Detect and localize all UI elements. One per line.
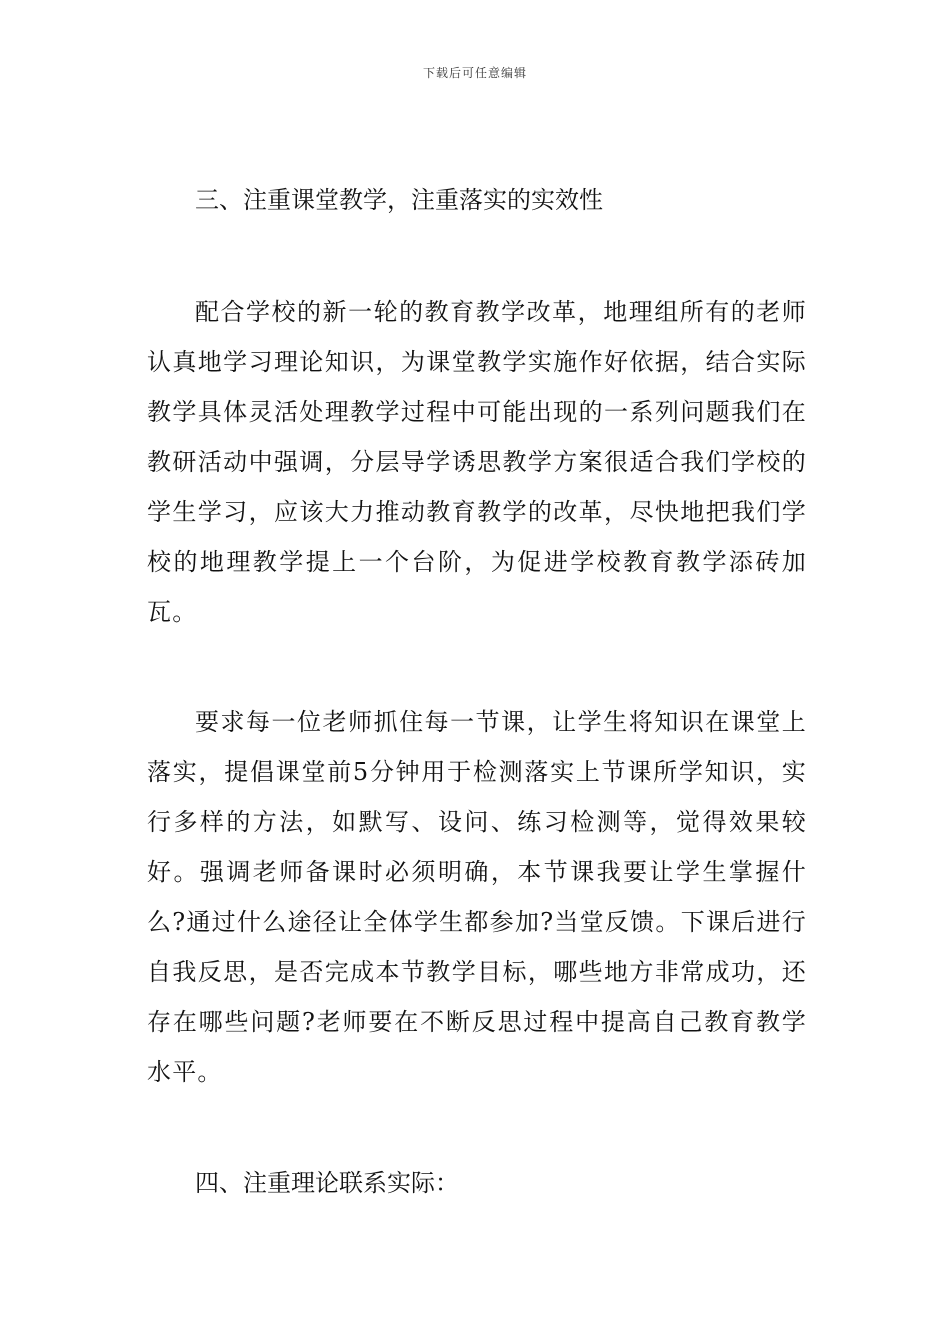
header-note: 下载后可任意编辑 — [422, 66, 527, 80]
section-heading-3: 三、注重课堂教学，注重落实的实效性 — [195, 186, 603, 214]
spacer — [147, 637, 807, 697]
paragraph-reform: 配合学校的新一轮的教育教学改革，地理组所有的老师认真地学习理论知识，为课堂教学实施作好依据，结合实际教学具体灵活处理教学过程中可能出现的一系列问题我们在教研活动中强调，分层导学诱思教学方案很适合我们学校的学生学习，应该大力推动教育教学的改革，尽快地把我们学校的地理教学提上一个台阶，为促进学校教育教学添砖加瓦。 — [147, 298, 807, 626]
document-body — [147, 175, 807, 1208]
spacer — [147, 225, 807, 287]
paragraph-classroom: 要求每一位老师抓住每一节课，让学生将知识在课堂上落实，提倡课堂前5分钟用于检测落实上节课所学知识，实行多样的方法，如默写、设问、练习检测等，觉得效果较好。强调老师备课时必须明确，本节课我要让学生掌握什么?通过什么途径让全体学生都参加?当堂反馈。下课后进行自我反思，是否完成本节教学目标，哪些地方非常成功，还存在哪些问题?老师要在不断反思过程中提高自己教育教学水平。 — [147, 708, 807, 1086]
spacer — [147, 1097, 807, 1158]
section-heading-4: 四、注重理论联系实际： — [195, 1169, 459, 1197]
